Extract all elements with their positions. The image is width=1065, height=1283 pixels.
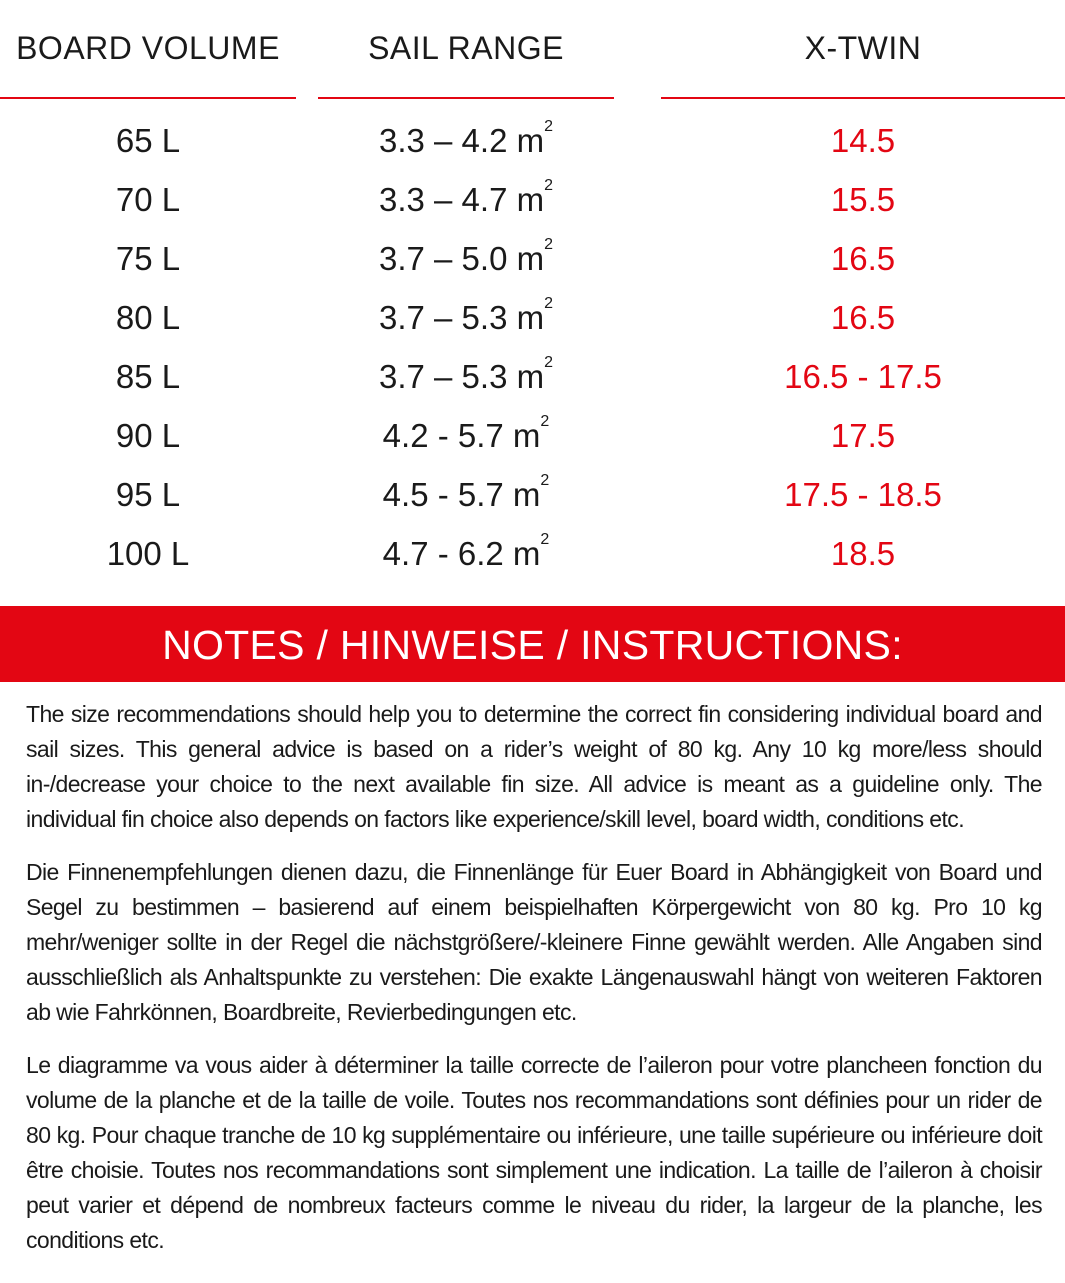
notes-paragraph-de: Die Finnenempfehlungen dienen dazu, die Finnenlänge für Euer Board in Abhängigkeit von Board und Segel zu bestimmen – basierend auf einem beispielhaften Körpergewicht von 80 kg. Pro 10 kg mehr/weniger sollte in der Regel die nächstgrößere/-kleinere Finne gewählt werden. Alle Angaben sind ausschließlich als Anhaltspunkte zu verstehen: Die exakte Längenauswahl hängt von weiteren Faktoren ab wie Fahrkönnen, Boardbreite, Revierbedingungen etc. xyxy=(26,859,1042,1025)
header-underline-volume xyxy=(0,97,296,99)
fin-size-cell: 16.5 xyxy=(830,299,896,336)
notes-section xyxy=(26,697,1042,1276)
volume-cell: 85 L xyxy=(115,358,181,395)
fin-size-cell: 18.5 xyxy=(830,535,896,572)
sail-range-cell: 3.3 – 4.2 $m^2$ xyxy=(378,118,553,159)
table-row xyxy=(0,112,1065,171)
volume-cell: 80 L xyxy=(115,299,181,336)
table-row xyxy=(0,466,1065,525)
sail-range-cell: 3.7 – 5.3 $m^2$ xyxy=(378,354,553,395)
header-underline-sail xyxy=(318,97,614,99)
sail-range-cell: 4.5 - 5.7 $m^2$ xyxy=(382,472,550,513)
table-row xyxy=(0,525,1065,584)
header-x-twin: X-TWIN xyxy=(804,30,922,66)
fin-size-cell: 14.5 xyxy=(830,122,896,159)
header-sail-range: SAIL RANGE xyxy=(368,30,564,66)
table-body xyxy=(0,112,1065,584)
notes-paragraph-fr: Le diagramme va vous aider à déterminer la taille correcte de l’aileron pour votre plancheen fonction du volume de la planche et de la taille de voile. Toutes nos recommandations sont définies pour un rider de 80 kg. Pour chaque tranche de 10 kg supplémentaire ou inférieure, une taille supérieure ou inférieure doit être choisie. Toutes nos recommandations sont simplement une indication. La taille de l’aileron à choisir peut varier et dépend de nombreux facteurs comme le niveau du rider, la largeur de la planche, les conditions etc. xyxy=(26,1052,1042,1253)
header-underline-fin xyxy=(661,97,1065,99)
fin-size-cell: 17.5 - 18.5 xyxy=(784,476,942,513)
table-row xyxy=(0,407,1065,466)
header-board-volume: BOARD VOLUME xyxy=(16,30,280,66)
table-row xyxy=(0,289,1065,348)
sail-range-cell: 4.7 - 6.2 $m^2$ xyxy=(382,531,550,572)
fin-size-cell: 16.5 - 17.5 xyxy=(784,358,942,395)
volume-cell: 95 L xyxy=(115,476,181,513)
volume-cell: 65 L xyxy=(115,122,181,159)
sail-range-cell: 3.7 – 5.3 $m^2$ xyxy=(378,295,553,336)
sail-range-cell: 3.3 – 4.7 $m^2$ xyxy=(378,177,553,218)
volume-cell: 100 L xyxy=(106,535,190,572)
volume-cell: 70 L xyxy=(115,181,181,218)
volume-cell: 90 L xyxy=(115,417,181,454)
sail-range-cell: 4.2 - 5.7 $m^2$ xyxy=(382,413,550,454)
fin-size-cell: 16.5 xyxy=(830,240,896,277)
table-row xyxy=(0,230,1065,289)
fin-size-cell: 17.5 xyxy=(830,417,896,454)
table-row xyxy=(0,348,1065,407)
fin-size-cell: 15.5 xyxy=(830,181,896,218)
volume-cell: 75 L xyxy=(115,240,181,277)
notes-paragraph-en: The size recommendations should help you to determine the correct fin considering individual board and sail sizes. This general advice is based on a rider’s weight of 80 kg. Any 10 kg more/less should in-/decrease your choice to the next available fin size. All advice is meant as a guideline only. The individual fin choice also depends on factors like experience/skill level, board width, conditions etc. xyxy=(26,701,1042,832)
notes-banner: NOTES / HINWEISE / INSTRUCTIONS: xyxy=(0,606,1065,682)
sail-range-cell: 3.7 – 5.0 $m^2$ xyxy=(378,236,553,277)
table-row xyxy=(0,171,1065,230)
